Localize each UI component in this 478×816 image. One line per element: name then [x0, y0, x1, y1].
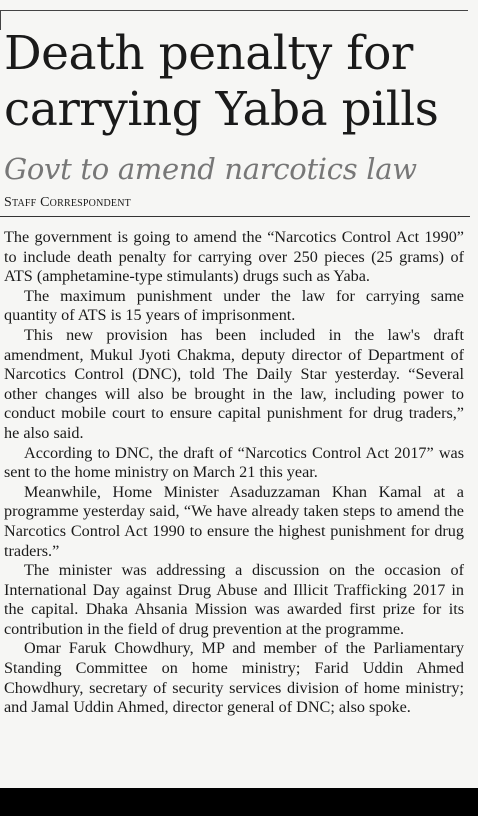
- article-paragraph: This new provision has been included in the law's draft amendment, Mukul Jyoti Chakma, deputy director of Department of Narcotics Control (DNC), told The Daily Star yesterday. “Several other changes will also be brought in the law, including power to conduct mobile court to ensure capital punishment for drug traders,” he also said.: [4, 325, 464, 442]
- subheadline: Govt to amend narcotics law: [4, 152, 417, 186]
- top-rule: [0, 10, 468, 11]
- article-paragraph: The maximum punishment under the law for carrying same quantity of ATS is 15 years of imprisonment.: [4, 286, 464, 325]
- left-rule: [0, 10, 1, 30]
- byline: Staff Correspondent: [4, 195, 131, 210]
- article-paragraph: The government is going to amend the “Narcotics Control Act 1990” to include death penalty for carrying over 250 pieces (25 grams) of ATS (amphetamine-type stimulants) drugs such as Yaba.: [4, 228, 464, 286]
- article-paragraph: The minister was addressing a discussion on the occasion of International Day against Drug Abuse and Illicit Trafficking 2017 in the capital. Dhaka Ahsania Mission was awarded first prize for its contribution in the field of drug prevention at the programme.: [4, 561, 464, 638]
- article-paragraph: Meanwhile, Home Minister Asaduzzaman Khan Kamal at a programme yesterday said, “We have already taken steps to amend the Narcotics Control Act 1990 to ensure the highest punishment for drug traders.”: [4, 482, 464, 560]
- article-paragraph: According to DNC, the draft of “Narcotics Control Act 2017” was sent to the home ministry on March 21 this year.: [4, 443, 464, 482]
- article-paragraph: Omar Faruk Chowdhury, MP and member of the Parliamentary Standing Committee on home ministry; Farid Uddin Ahmed Chowdhury, secretary of security services division of home ministry; and Jamal Uddin Ahmed, director general of DNC; also spoke.: [4, 639, 464, 717]
- byline-rule: [0, 216, 470, 217]
- article-body: [4, 228, 464, 718]
- headline: Death penalty for carrying Yaba pills: [4, 26, 439, 137]
